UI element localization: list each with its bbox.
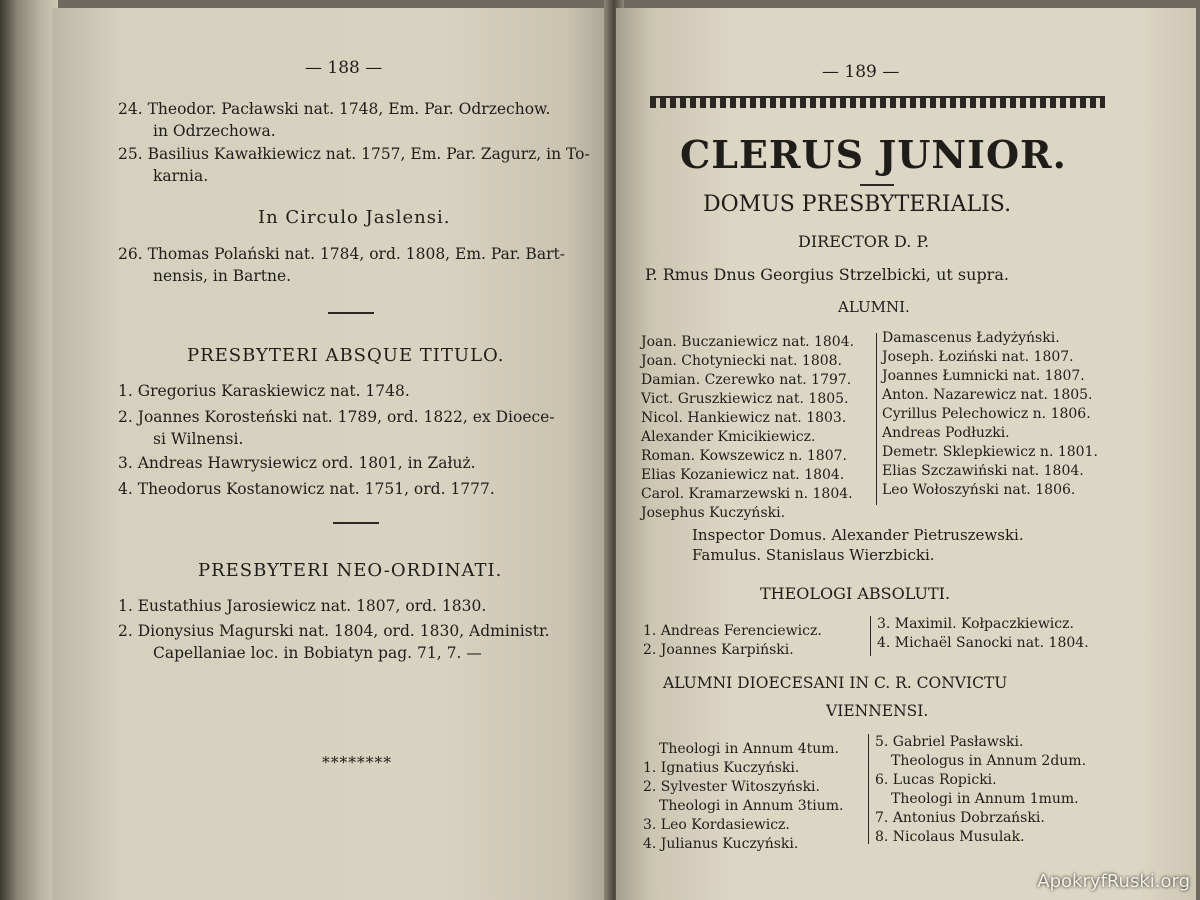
- list-item: 4. Michaël Sanocki nat. 1804.: [877, 635, 1089, 651]
- neo-item-1: [118, 595, 486, 618]
- domus-heading: DOMUS PRESBYTERIALIS.: [703, 192, 1012, 217]
- absoluti-left-column: [643, 622, 822, 660]
- list-item: Roman. Kowszewicz n. 1807.: [641, 448, 847, 464]
- inspector-line: Inspector Domus. Alexander Pietruszewski.: [692, 526, 1024, 544]
- list-item: Alexander Kmicikiewicz.: [641, 429, 816, 445]
- alumni-right-column: [882, 329, 1098, 500]
- alumni-left-column: [641, 333, 854, 523]
- list-item: Anton. Nazarewicz nat. 1805.: [882, 387, 1093, 403]
- entry-24-cont: in Odrzechowa.: [153, 122, 276, 140]
- page-title: CLERUS JUNIOR.: [680, 132, 1067, 177]
- absque-item-1: [118, 380, 410, 403]
- entry-24: [118, 98, 550, 121]
- list-item: Andreas Podłuzki.: [882, 425, 1010, 441]
- list-item: 3. Maximil. Kołpaczkiewicz.: [877, 616, 1074, 632]
- entry-number: 4.: [118, 480, 133, 498]
- entry-text: Basilius Kawałkiewicz nat. 1757, Em. Par. Zagurz, in To-: [147, 145, 590, 163]
- director-name: P. Rmus Dnus Georgius Strzelbicki, ut supra.: [645, 265, 1009, 284]
- list-item: Joseph. Łoziński nat. 1807.: [882, 349, 1074, 365]
- entry-26-cont: nensis, in Bartne.: [153, 267, 292, 285]
- column-divider: [876, 333, 877, 505]
- list-subheading: Theologi in Annum 3tium.: [659, 798, 844, 814]
- list-item: Cyrillus Pelechowicz n. 1806.: [882, 406, 1091, 422]
- dioecesani-heading-cont: VIENNENSI.: [826, 702, 929, 720]
- entry-number: 2.: [118, 408, 133, 426]
- list-item: 4. Julianus Kuczyński.: [643, 836, 799, 852]
- alumni-heading: ALUMNI.: [838, 298, 910, 316]
- director-label: DIRECTOR D. P.: [798, 232, 930, 251]
- list-item: Nicol. Hankiewicz nat. 1803.: [641, 410, 847, 426]
- entry-number: 2.: [118, 622, 133, 640]
- entry-text: Eustathius Jarosiewicz nat. 1807, ord. 1830.: [137, 597, 487, 615]
- list-item: 6. Lucas Ropicki.: [875, 772, 997, 788]
- left-page-number: — 188 —: [305, 58, 383, 78]
- list-item: Joan. Buczaniewicz nat. 1804.: [641, 334, 855, 350]
- list-subheading: Theologi in Annum 4tum.: [659, 741, 839, 757]
- column-divider: [868, 734, 869, 844]
- vienna-right-column: [875, 733, 1086, 847]
- list-item: Josephus Kuczyński.: [641, 505, 786, 521]
- list-item: 1. Andreas Ferenciewicz.: [643, 623, 822, 639]
- list-item: 2. Sylvester Witoszyński.: [643, 779, 820, 795]
- list-item: Elias Kozaniewicz nat. 1804.: [641, 467, 845, 483]
- entry-text: Thomas Polański nat. 1784, ord. 1808, Em. Par. Bart-: [147, 245, 565, 263]
- entry-text: Theodorus Kostanowicz nat. 1751, ord. 1777.: [137, 480, 495, 498]
- section-rule: [333, 522, 379, 524]
- list-item: 3. Leo Kordasiewicz.: [643, 817, 790, 833]
- absoluti-heading: THEOLOGI ABSOLUTI.: [760, 584, 951, 603]
- list-item: Damian. Czerewko nat. 1797.: [641, 372, 852, 388]
- absque-heading: PRESBYTERI ABSQUE TITULO.: [187, 345, 505, 366]
- entry-number: 24.: [118, 100, 143, 118]
- entry-number: 1.: [118, 597, 133, 615]
- absque-item-2-cont: si Wilnensi.: [153, 430, 244, 448]
- ornament-border: [650, 96, 1105, 108]
- entry-number: 26.: [118, 245, 143, 263]
- entry-26: [118, 243, 565, 266]
- list-item: Damascenus Ładyżyński.: [882, 330, 1060, 346]
- section-rule: [328, 312, 374, 314]
- list-subheading: Theologus in Annum 2dum.: [891, 753, 1087, 769]
- watermark: ApokryfRuski.org: [1037, 871, 1190, 892]
- column-divider: [870, 616, 871, 656]
- list-item: 8. Nicolaus Musulak.: [875, 829, 1025, 845]
- circulo-heading: In Circulo Jaslensi.: [258, 207, 451, 228]
- list-subheading: Theologi in Annum 1mum.: [891, 791, 1079, 807]
- neo-item-2-cont: Capellaniae loc. in Bobiatyn pag. 71, 7. —: [153, 644, 482, 662]
- list-item: 5. Gabriel Pasławski.: [875, 734, 1024, 750]
- book-edge: [0, 0, 58, 900]
- entry-number: 1.: [118, 382, 133, 400]
- entry-text: Theodor. Pacławski nat. 1748, Em. Par. Odrzechow.: [147, 100, 551, 118]
- entry-text: Gregorius Karaskiewicz nat. 1748.: [137, 382, 410, 400]
- entry-text: Dionysius Magurski nat. 1804, ord. 1830, Administr.: [137, 622, 550, 640]
- list-item: Joannes Łumnicki nat. 1807.: [882, 368, 1085, 384]
- absque-item-3: [118, 452, 476, 475]
- list-item: 1. Ignatius Kuczyński.: [643, 760, 800, 776]
- absque-item-2: [118, 406, 555, 429]
- list-item: Carol. Kramarzewski n. 1804.: [641, 486, 853, 502]
- neo-heading: PRESBYTERI NEO-ORDINATI.: [198, 560, 503, 581]
- absque-item-4: [118, 478, 495, 501]
- entry-text: Andreas Hawrysiewicz ord. 1801, in Załuż.: [137, 454, 476, 472]
- entry-text: Joannes Korosteński nat. 1789, ord. 1822, ex Dioece-: [137, 408, 555, 426]
- list-item: Demetr. Sklepkiewicz n. 1801.: [882, 444, 1098, 460]
- dioecesani-heading: ALUMNI DIOECESANI IN C. R. CONVICTU: [663, 674, 1008, 692]
- entry-number: 25.: [118, 145, 143, 163]
- list-item: Vict. Gruszkiewicz nat. 1805.: [641, 391, 849, 407]
- entry-25-cont: karnia.: [153, 167, 209, 185]
- vienna-left-column: [643, 740, 843, 854]
- absoluti-right-column: [877, 615, 1089, 653]
- stars-divider: ********: [322, 754, 392, 772]
- famulus-line: Famulus. Stanislaus Wierzbicki.: [692, 546, 935, 564]
- list-item: Leo Wołoszyński nat. 1806.: [882, 482, 1076, 498]
- title-rule: [860, 184, 894, 186]
- entry-number: 3.: [118, 454, 133, 472]
- neo-item-2: [118, 620, 550, 643]
- entry-25: [118, 143, 590, 166]
- list-item: 2. Joannes Karpiński.: [643, 642, 794, 658]
- list-item: Joan. Chotyniecki nat. 1808.: [641, 353, 842, 369]
- list-item: Elias Szczawiński nat. 1804.: [882, 463, 1084, 479]
- right-page-number: — 189 —: [822, 62, 900, 82]
- list-item: 7. Antonius Dobrzański.: [875, 810, 1045, 826]
